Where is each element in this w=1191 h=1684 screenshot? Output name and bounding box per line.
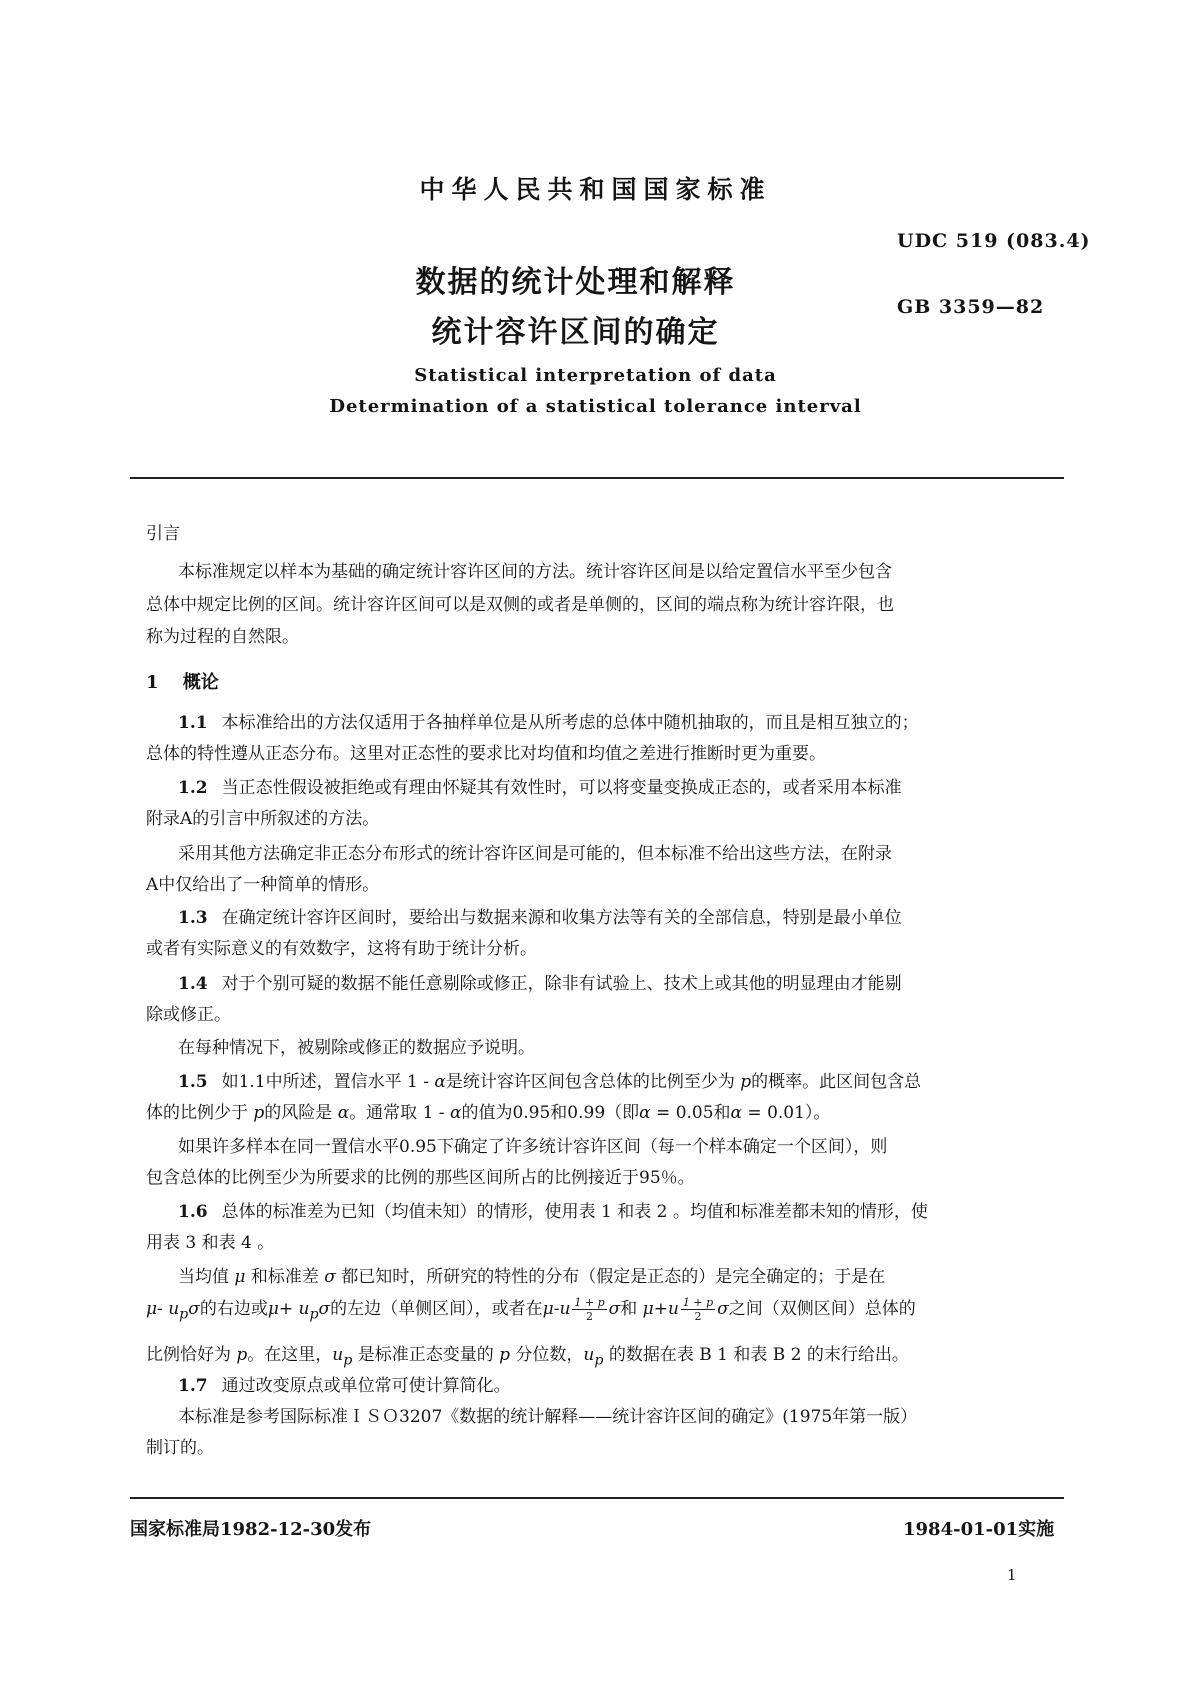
text: 分位数，	[510, 1345, 584, 1365]
text: 的风险是	[264, 1103, 338, 1123]
p-symbol: p	[253, 1103, 265, 1123]
clause-number: 1.1	[178, 713, 208, 733]
clause-1-6-para2-end	[146, 1343, 1064, 1372]
udc-code: UDC 519 (083.4)	[897, 230, 1091, 252]
clause-number: 1.2	[178, 778, 208, 798]
clause-1-5-para2-cont: 包含总体的比例至少为所要求的比例的那些区间所占的比例接近于95％。	[146, 1168, 695, 1188]
intro-line: 总体中规定比例的区间。统计容许区间可以是双侧的或者是单侧的，区间的端点称为统计容许限，也	[146, 595, 894, 615]
clause-number: 1.7	[178, 1376, 208, 1396]
clause-1-6-formula-line	[146, 1296, 1064, 1326]
clause-1-1-cont: 总体的特性遵从正态分布。这里对正态性的要求比对均值和均值之差进行推断时更为重要。	[146, 744, 826, 764]
section-1-heading	[146, 671, 1064, 695]
alpha-symbol: α	[434, 1072, 446, 1092]
effective-date: 1984-01-01实施	[903, 1519, 1055, 1540]
text: 的左边（单侧区间），或者在	[330, 1299, 543, 1319]
clause-1-5-para2: 如果许多样本在同一置信水平0.95下确定了许多统计容许区间（每一个样本确定一个区间），则	[178, 1137, 888, 1157]
title-en-line2: Determination of a statistical tolerance interval	[329, 396, 862, 417]
sigma-symbol: σ	[717, 1299, 729, 1319]
text: 当均值	[178, 1267, 235, 1287]
clause-1-6-cont: 用表 3 和表 4 。	[146, 1233, 275, 1253]
text: = 0.05和	[650, 1103, 731, 1123]
p-symbol: p	[499, 1345, 511, 1365]
intro-line: 称为过程的自然限。	[146, 627, 299, 647]
text: 和	[620, 1299, 643, 1319]
u-symbol: u	[583, 1345, 595, 1365]
clause-1-5-cont	[146, 1101, 1064, 1125]
p-symbol: p	[740, 1072, 752, 1092]
subscript: p	[343, 1352, 353, 1369]
formula: μ+u	[642, 1299, 679, 1319]
subscript: p	[594, 1352, 604, 1369]
text: 是标准正态变量的	[352, 1345, 500, 1365]
clause-number: 1.3	[178, 908, 208, 928]
clause-1-5	[178, 1070, 1064, 1094]
clause-1-2-cont: 附录A的引言中所叙述的方法。	[146, 809, 380, 829]
clause-number: 1.6	[178, 1202, 208, 1222]
title-en-line1: Statistical interpretation of data	[414, 365, 777, 386]
title-cn-line2: 统计容许区间的确定	[431, 315, 720, 350]
text: 之间（双侧区间）总体的	[728, 1299, 916, 1319]
clause-1-3	[178, 906, 1064, 930]
clause-1-6	[178, 1200, 1064, 1224]
sigma-symbol: σ	[318, 1299, 331, 1319]
section-title: 概论	[182, 672, 219, 693]
sigma-symbol: σ	[188, 1299, 200, 1319]
clause-1-4-cont: 除或修正。	[146, 1005, 231, 1025]
fraction	[572, 1296, 606, 1323]
header-divider	[130, 477, 1064, 479]
clause-1-2-para2: 采用其他方法确定非正态分布形式的统计容许区间是可能的，但本标准不给出这些方法，在附录	[178, 844, 892, 864]
page-number: 1	[1007, 1566, 1017, 1584]
clause-1-3-cont: 或者有实际意义的有效数字，这将有助于统计分析。	[146, 939, 537, 959]
clause-1-1	[178, 711, 1064, 735]
title-cn-line1: 数据的统计处理和解释	[415, 265, 736, 300]
clause-text: 当正态性假设被拒绝或有理由怀疑其有效性时，可以将变量变换成正态的，或者采用本标准	[221, 778, 902, 798]
fraction-denominator: 2	[694, 1310, 702, 1323]
text: 都已知时，所研究的特性的分布（假定是正态的）是完全确定的；于是在	[335, 1267, 886, 1287]
text: 体的比例少于	[146, 1103, 254, 1123]
text: 如1.1中所述，置信水平 1 -	[221, 1072, 435, 1092]
formula: μ-u	[542, 1299, 571, 1319]
formula: μ+ u	[267, 1299, 310, 1319]
clause-number: 1.4	[178, 974, 208, 994]
text: 。通常取 1 -	[349, 1103, 450, 1123]
clause-text: 通过改变原点或单位常可使计算简化。	[221, 1376, 511, 1396]
gb-number: GB 3359—82	[897, 296, 1045, 318]
text: 的右边或	[199, 1299, 268, 1319]
text: = 0.01）。	[742, 1103, 831, 1123]
sigma-symbol: σ	[608, 1299, 621, 1319]
text: 。在这里，	[247, 1345, 333, 1365]
formula: μ- u	[146, 1299, 180, 1319]
section-number: 1	[146, 672, 159, 693]
text: 比例恰好为	[146, 1345, 237, 1365]
sigma-symbol: σ	[324, 1267, 336, 1287]
alpha-symbol: α	[337, 1103, 350, 1123]
clause-1-4-para2: 在每种情况下，被剔除或修正的数据应予说明。	[178, 1038, 535, 1058]
fraction-numerator: 1 + p	[574, 1296, 605, 1309]
clause-text: 总体的标准差为已知（均值未知）的情形，使用表 1 和表 2 。均值和标准差都未知的情形，使	[221, 1202, 928, 1222]
text: 的值为0.95和0.99（即	[461, 1103, 640, 1123]
national-standard-title: 中华人民共和国国家标准	[419, 175, 772, 204]
clause-1-6-para2	[178, 1265, 1064, 1289]
text: 的概率。此区间包含总	[751, 1072, 922, 1092]
issue-date: 国家标准局1982-12-30发布	[130, 1519, 372, 1540]
intro-heading: 引言	[146, 524, 180, 544]
clause-1-2-para2-cont: A中仅给出了一种简单的情形。	[146, 875, 380, 895]
mu-symbol: μ	[234, 1267, 246, 1287]
reference-standard-line: 本标准是参考国际标准ＩＳＯ3207《数据的统计解释——统计容许区间的确定》(1975年第一版）	[178, 1407, 918, 1427]
clause-1-7	[178, 1374, 1064, 1398]
text: 的数据在表 B 1 和表 B 2 的末行给出。	[603, 1345, 909, 1365]
alpha-symbol: α	[639, 1103, 651, 1123]
clause-1-4	[178, 972, 1064, 996]
subscript: p	[179, 1306, 189, 1323]
clause-1-2	[178, 776, 1064, 800]
fraction-numerator: 1 + p	[682, 1296, 714, 1309]
alpha-symbol: α	[449, 1103, 462, 1123]
fraction-denominator: 2	[586, 1310, 594, 1323]
u-symbol: u	[332, 1345, 344, 1365]
clause-text: 在确定统计容许区间时，要给出与数据来源和收集方法等有关的全部信息，特别是最小单位	[221, 908, 902, 928]
footer-divider	[130, 1497, 1064, 1499]
text: 和标准差	[245, 1267, 325, 1287]
clause-text: 本标准给出的方法仅适用于各抽样单位是从所考虑的总体中随机抽取的，而且是相互独立的；	[221, 713, 919, 733]
fraction	[681, 1296, 715, 1323]
text: 是统计容许区间包含总体的比例至少为	[445, 1072, 741, 1092]
clause-number: 1.5	[178, 1072, 208, 1092]
alpha-symbol: α	[730, 1103, 743, 1123]
subscript: p	[309, 1306, 319, 1323]
clause-text: 对于个别可疑的数据不能任意剔除或修正，除非有试验上、技术上或其他的明显理由才能剔	[221, 974, 902, 994]
intro-line: 本标准规定以样本为基础的确定统计容许区间的方法。统计容许区间是以给定置信水平至少包含	[178, 562, 892, 582]
reference-standard-cont: 制订的。	[146, 1438, 214, 1458]
p-symbol: p	[236, 1345, 248, 1365]
